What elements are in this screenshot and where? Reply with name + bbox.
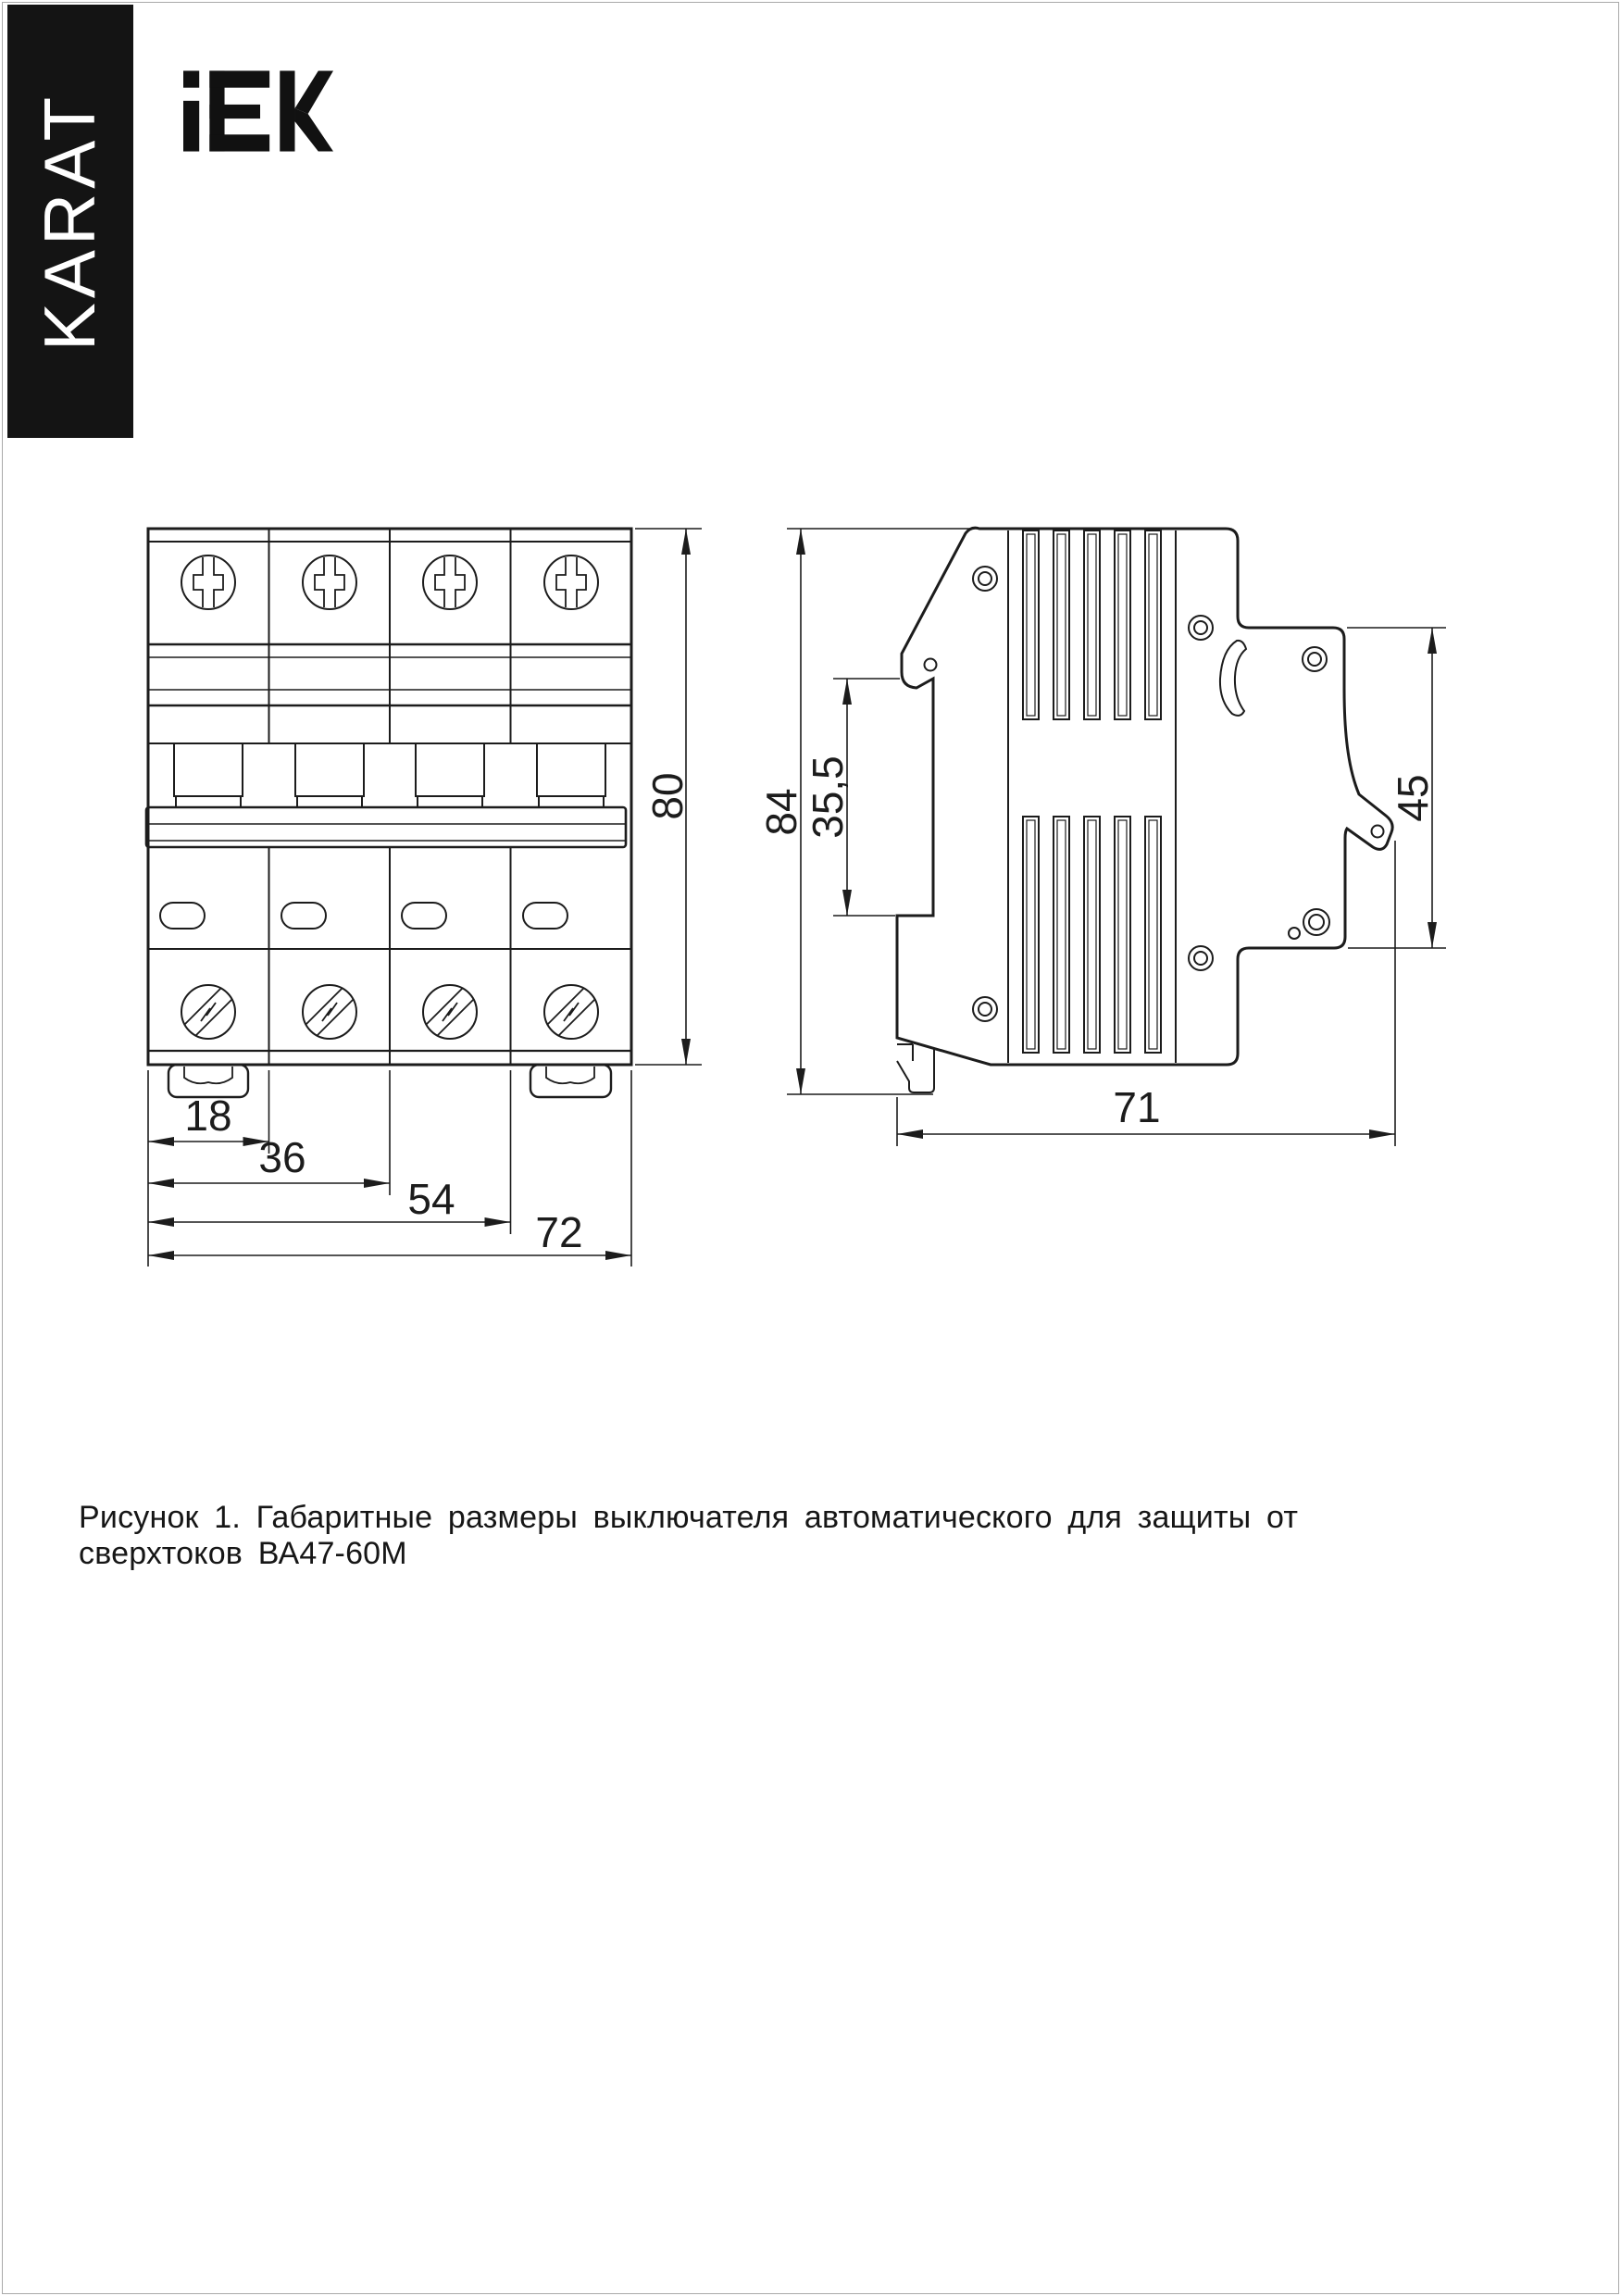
dim-label-36: 36	[258, 1133, 306, 1181]
dim-label-module-18: 18	[184, 1092, 232, 1140]
front-view-dimensions	[148, 529, 702, 1267]
slotted-screw-icon	[303, 985, 356, 1039]
dim-label-height-80: 80	[643, 772, 692, 820]
phillips-screw-icon	[303, 555, 356, 609]
din-clip	[530, 1065, 611, 1097]
pivot-hole	[925, 659, 937, 671]
din-clip-side	[897, 1044, 934, 1092]
small-hole	[1289, 928, 1300, 939]
curved-slot	[1220, 641, 1246, 716]
rivet-icon	[973, 997, 997, 1021]
dim-label-35-5: 35,5	[804, 755, 852, 839]
rivet-icon	[1189, 946, 1213, 970]
toggle-handle	[174, 743, 243, 807]
phillips-screw-icon	[544, 555, 598, 609]
label-windows	[160, 903, 567, 929]
front-view	[146, 529, 631, 1097]
rivet-icon	[1189, 616, 1213, 640]
toggle-handles	[174, 743, 605, 807]
phillips-screw-icon	[181, 555, 235, 609]
dim-label-72: 72	[535, 1208, 583, 1256]
slotted-screw-icon	[181, 985, 235, 1039]
slotted-screw-icon	[544, 985, 598, 1039]
vent-slots-top	[1023, 530, 1161, 719]
toggle-handle	[295, 743, 364, 807]
side-view	[897, 528, 1392, 1092]
brand-text: KARAT	[29, 92, 111, 351]
dim-label-54: 54	[407, 1175, 455, 1223]
vent-slots-bottom	[1023, 817, 1161, 1053]
crossbar	[146, 807, 626, 847]
phillips-screw-icon	[423, 555, 477, 609]
toggle-handle	[537, 743, 605, 807]
rivet-icon	[1303, 909, 1329, 935]
dim-label-45: 45	[1389, 774, 1437, 822]
handle-hole	[1372, 826, 1384, 838]
rivet-icon	[1303, 647, 1327, 671]
slotted-screw-icon	[423, 985, 477, 1039]
toggle-handle	[416, 743, 484, 807]
rivet-icon	[973, 567, 997, 591]
dim-label-depth-71: 71	[1113, 1083, 1161, 1131]
figure-caption: Рисунок 1. Габаритные размеры выключателя автоматического для защиты от сверхтоков ВА47-60М	[79, 1500, 1299, 1571]
dim-label-height-84: 84	[757, 788, 805, 836]
